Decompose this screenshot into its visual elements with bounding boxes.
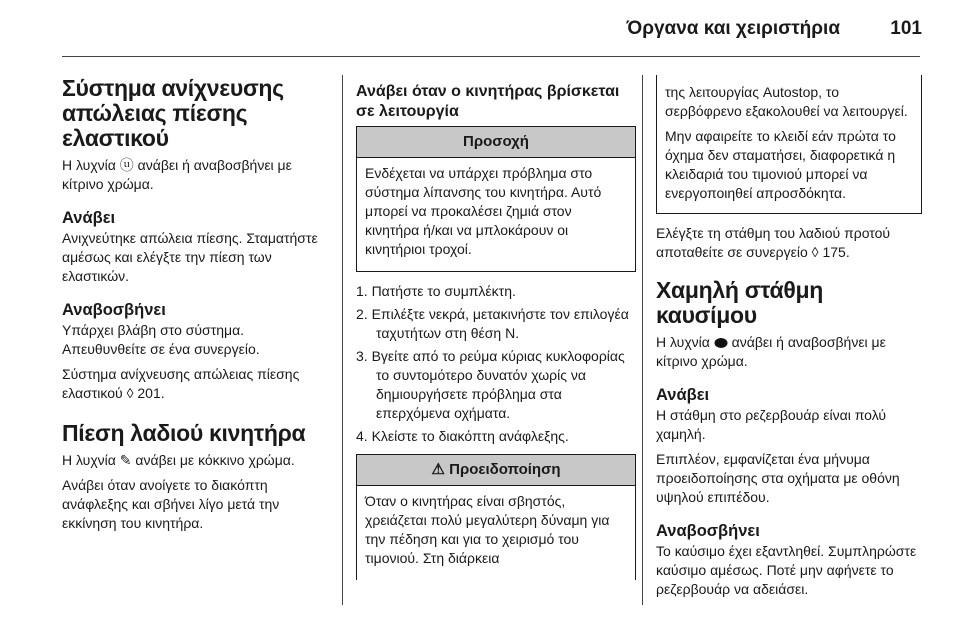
warning-continued-text-1: της λειτουργίας Autostop, το σερβόφρενο εξακολουθεί να λειτουργεί. (665, 84, 908, 119)
warning-text: Όταν ο κινητήρας είναι σβηστός, χρειάζεται πολύ μεγαλύτερη δύναμη για την πέδηση και για το χειρισμό του τιμονιού. Στη διάρκεια (365, 493, 610, 566)
step-item: 3. Βγείτε από το ρεύμα κύριας κυκλοφορίας το συντομότερο δυνατόν χωρίς να δημιουργήσετε πρόβλημα στα επερχόμενα οχήματα. (356, 348, 625, 421)
page-header-title: Όργανα και χειριστήρια (626, 18, 840, 39)
fuel-lights-on-text-1: Η στάθμη στο ρεζερβουάρ είναι πολύ χαμηλή. (656, 407, 887, 442)
step-item: 2. Επιλέξτε νεκρά, μετακινήστε τον επιλογέα ταχυτήτων στη θέση N. (356, 306, 629, 341)
tire-pressure-intro: Η λυχνία ⓤ ανάβει ή αναβοσβήνει με κίτρινο χρώμα. (62, 157, 292, 192)
warning-label: Προειδοποίηση (449, 461, 561, 478)
fuel-flashes-text: Το καύσιμο έχει εξαντληθεί. Συμπληρώστε καύσιμο αμέσως. Ποτέ μην αφήνετε το ρεζερβουάρ να αδειάσει. (656, 543, 917, 597)
oil-pressure-title: Πίεση λαδιού κινητήρα (62, 420, 306, 446)
warning-header (357, 455, 635, 486)
low-fuel-intro-pre: Η λυχνία (656, 334, 710, 350)
engine-running-heading: Ανάβει όταν ο κινητήρας βρίσκεται σε λειτουργία (356, 83, 620, 120)
fuel-drop-icon (714, 337, 728, 349)
tire-flashes-reference: Σύστημα ανίχνευσης απώλειας πίεσης ελαστικού ◊ 201. (62, 366, 300, 401)
column-separator-1 (342, 75, 343, 605)
caution-label: Προσοχή (357, 127, 635, 158)
oil-pressure-intro: Η λυχνία ✎ ανάβει με κόκκινο χρώμα. (62, 452, 295, 468)
fuel-flashes-heading: Αναβοσβήνει (656, 522, 760, 540)
fuel-lights-on-heading: Ανάβει (656, 386, 710, 404)
caution-text: Ενδέχεται να υπάρχει πρόβλημα στο σύστημα λίπανσης του κινητήρα. Αυτό μπορεί να προκαλέσει ζημιά στον κινητήρα ή/και να μπλοκάρουν οι κινητήριοι τροχοί. (365, 165, 602, 257)
column-2 (356, 82, 636, 590)
low-fuel-intro-post: ανάβει ή αναβοσβήνει με κίτρινο χρώμα. (656, 334, 886, 369)
warning-continued-text-2: Μην αφαιρείτε το κλειδί εάν πρώτα το όχημα δεν σταματήσει, διαφορετικά η κλειδαριά του τιμονιού μπορεί να ενεργοποιηθεί απροσδόκητα. (665, 128, 896, 201)
steps-list (356, 282, 636, 446)
page-number: 101 (890, 18, 922, 39)
tire-flashes-text: Υπάρχει βλάβη στο σύστημα. Απευθυνθείτε σε ένα συνεργείο. (62, 322, 260, 357)
step-item: 1. Πατήστε το συμπλέκτη. (356, 283, 516, 299)
warning-triangle-icon: ⚠ (431, 461, 445, 478)
tire-lights-on-text: Ανιχνεύτηκε απώλεια πίεσης. Σταματήστε αμέσως και ελέγξτε την πίεση των ελαστικών. (62, 230, 318, 284)
oil-level-check-text: Ελέγξτε τη στάθμη του λαδιού προτού αποταθείτε σε συνεργείο ◊ 175. (656, 225, 891, 260)
column-separator-2 (642, 75, 643, 605)
oil-pressure-text: Ανάβει όταν ανοίγετε το διακόπτη ανάφλεξης και σβήνει λίγο μετά την εκκίνηση του κινητήρα. (62, 477, 280, 531)
header-rule (62, 56, 920, 57)
caution-box (356, 126, 636, 272)
step-item: 4. Κλείστε το διακόπτη ανάφλεξης. (356, 428, 569, 444)
tire-lights-on-heading: Ανάβει (62, 209, 116, 227)
tire-pressure-title: Σύστημα ανίχνευσης απώλειας πίεσης ελαστικού (62, 75, 284, 151)
warning-box (356, 454, 636, 580)
tire-flashes-heading: Αναβοσβήνει (62, 301, 166, 319)
low-fuel-title: Χαμηλή στάθμη καυσίμου (656, 277, 823, 328)
fuel-lights-on-text-2: Επιπλέον, εμφανίζεται ένα μήνυμα προειδοποίησης στα οχήματα με οθόνη υψηλού επιπέδου. (656, 451, 900, 505)
column-3 (656, 75, 922, 605)
column-1 (62, 70, 330, 539)
low-fuel-intro (656, 333, 922, 371)
warning-box-continued (656, 75, 922, 214)
